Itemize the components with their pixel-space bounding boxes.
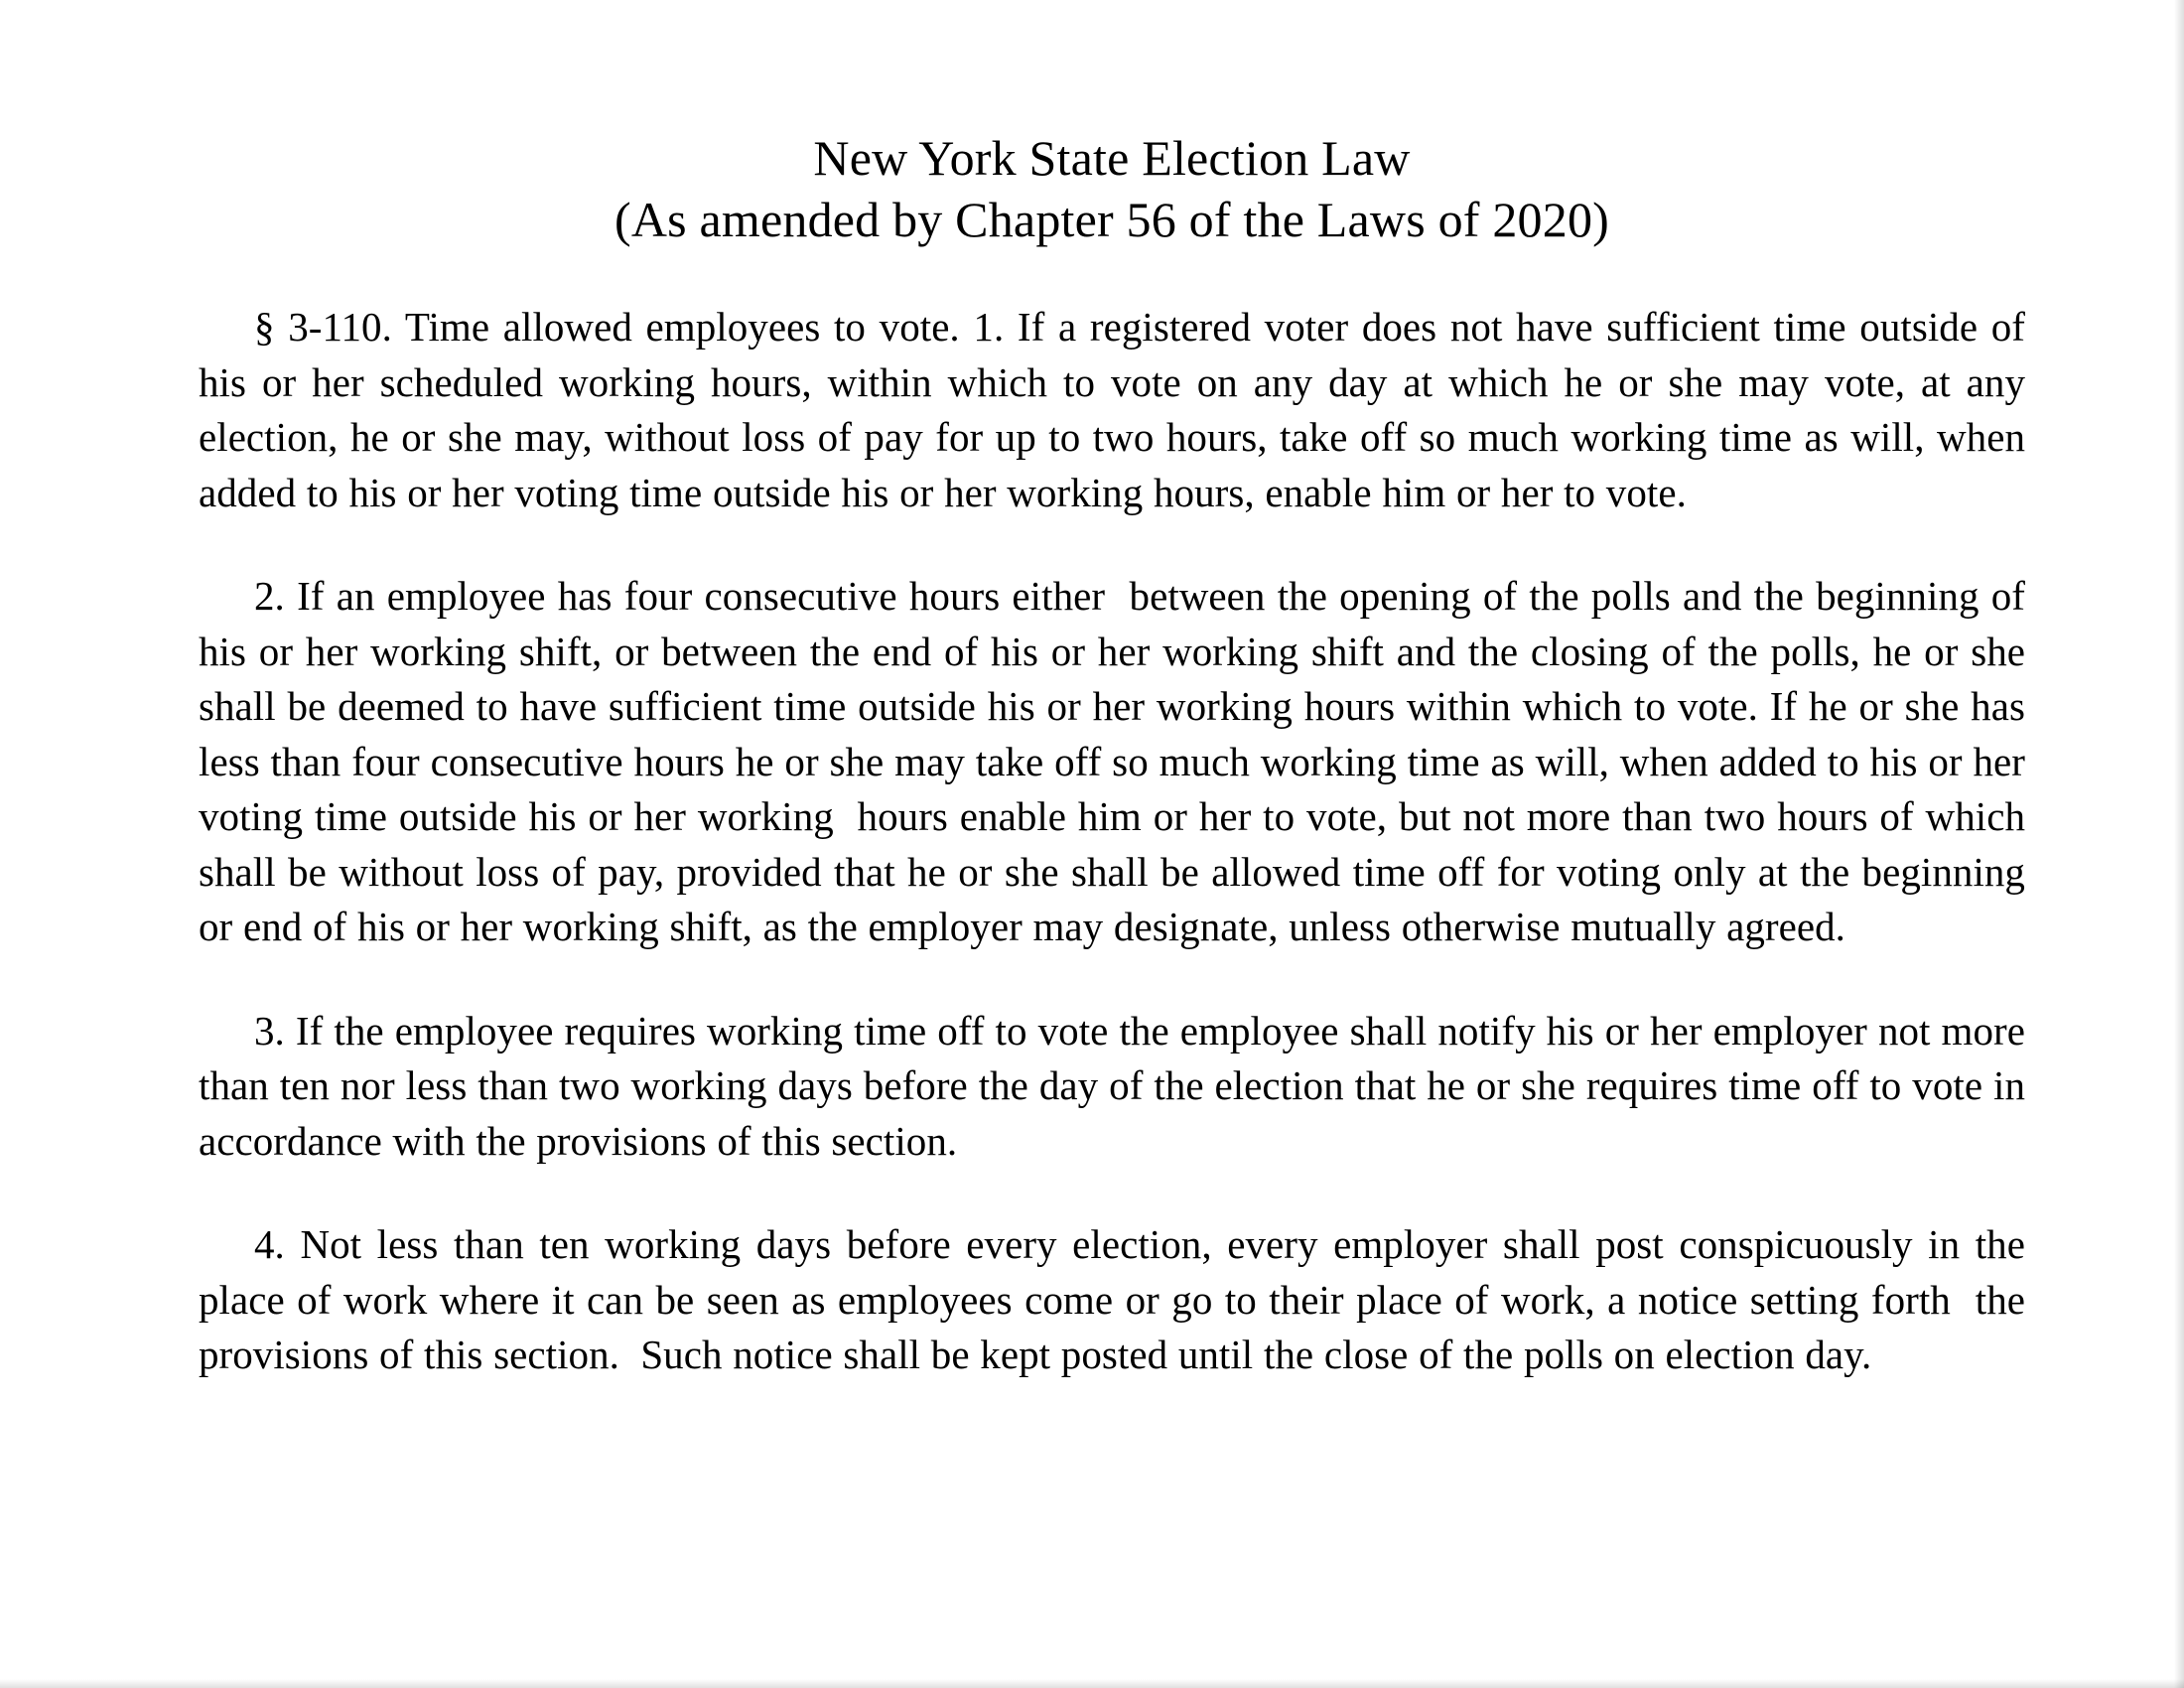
page-edge-shadow-right: [2174, 0, 2184, 1688]
paragraph-subdivision-2: 2. If an employee has four consecutive hours either between the opening of the polls and the beginning of his or her working shift, or between the end of his or her working shift and the closing of the polls, he or she shall be deemed to have sufficient time outside his or her working hours within which to vote. If he or she has less than four consecutive hours he or she may take off so much working time as will, when added to his or her voting time outside his or her working hours enable him or her to vote, but not more than two hours of which shall be without loss of pay, provided that he or she shall be allowed time off for voting only at the beginning or end of his or her working shift, as the employer may designate, unless otherwise mutually agreed.: [199, 573, 2036, 949]
page-edge-shadow-bottom: [0, 1679, 2184, 1688]
page-subtitle: (As amended by Chapter 56 of the Laws of 2020): [614, 192, 1609, 247]
paragraph-subdivision-4: 4. Not less than ten working days before every election, every employer shall post conspicuously in the place of work where it can be seen as employees come or go to their place of work, a notice setting forth the provisions of this section. Such notice shall be kept posted until the close of the polls on election day.: [199, 1221, 2036, 1377]
page-title: New York State Election Law: [813, 130, 1411, 186]
document-content: [199, 127, 2036, 1383]
statute-body: [199, 300, 2036, 1383]
paragraph-subdivision-1: § 3-110. Time allowed employees to vote. 1. If a registered voter does not have sufficient time outside of his or her scheduled working hours, within which to vote on any day at which he or she may vote, at any election, he or she may, without loss of pay for up to two hours, take off so much working time as will, when added to his or her voting time outside his or her working hours, enable him or her to vote.: [199, 304, 2036, 515]
paragraph-subdivision-3: 3. If the employee requires working time off to vote the employee shall notify his or her employer not more than ten nor less than two working days before the day of the election that he or she requires time off to vote in accordance with the provisions of this section.: [199, 1007, 2036, 1164]
